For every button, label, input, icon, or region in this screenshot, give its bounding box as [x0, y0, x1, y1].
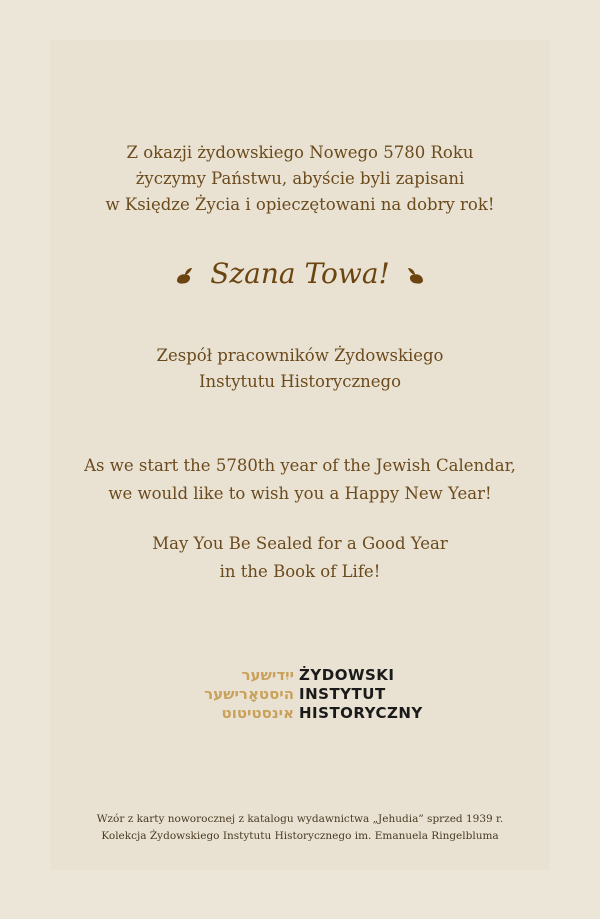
- english-greeting: [0, 452, 600, 508]
- pomegranate-right-icon: [405, 265, 427, 287]
- logo-latin-text: [299, 666, 423, 723]
- footnote-line-2: Kolekcja Żydowskiego Instytutu Historycznego im. Emanuela Ringelbluma: [101, 830, 499, 842]
- sealed-line-2: in the Book of Life!: [219, 562, 381, 581]
- logo-hebrew-text: [204, 666, 294, 723]
- polish-greeting: [0, 140, 600, 218]
- team-line-1: Zespół pracowników Żydowskiego: [156, 346, 444, 365]
- team-signature: [0, 343, 600, 395]
- footnote: [0, 811, 600, 845]
- english-greeting-line-1: As we start the 5780th year of the Jewish Calendar,: [84, 456, 516, 475]
- polish-greeting-line-2: życzymy Państwu, abyście byli zapisani: [135, 169, 465, 188]
- headline: [0, 254, 600, 294]
- logo-latin-line-1: ŻYDOWSKI: [299, 666, 395, 684]
- logo-latin-line-2: INSTYTUT: [299, 685, 386, 703]
- jhi-logo: [172, 666, 432, 728]
- logo-hebrew-line-2: היסטאָרישער: [204, 685, 294, 703]
- headline-text: Szana Towa!: [210, 257, 390, 290]
- pomegranate-left-icon: [173, 265, 195, 287]
- polish-greeting-line-3: w Księdze Życia i opieczętowani na dobry rok!: [105, 195, 495, 214]
- sealed-wish: [0, 530, 600, 586]
- team-line-2: Instytutu Historycznego: [198, 372, 402, 391]
- logo-hebrew-line-1: ייִדישער: [241, 666, 294, 684]
- logo-latin-line-3: HISTORYCZNY: [299, 704, 423, 722]
- polish-greeting-line-1: Z okazji żydowskiego Nowego 5780 Roku: [126, 143, 474, 162]
- footnote-line-1: Wzór z karty noworocznej z katalogu wydawnictwa „Jehudia” sprzed 1939 r.: [96, 813, 504, 825]
- english-greeting-line-2: we would like to wish you a Happy New Year!: [108, 484, 492, 503]
- sealed-line-1: May You Be Sealed for a Good Year: [152, 534, 448, 553]
- logo-hebrew-line-3: אינסטיטוט: [221, 704, 294, 722]
